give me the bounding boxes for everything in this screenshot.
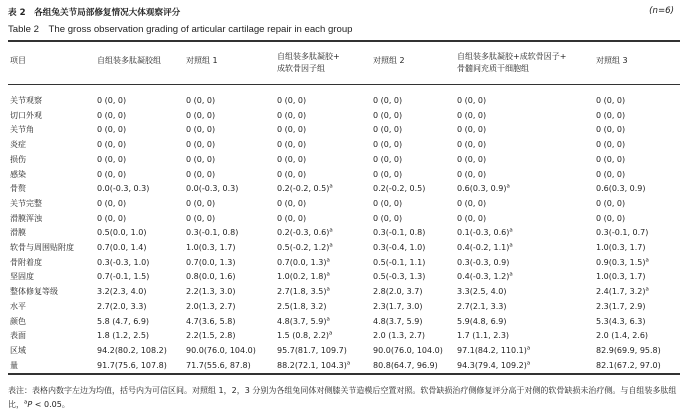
- table-cell: [97, 344, 167, 357]
- cell-value: 0 (0, 0): [97, 96, 127, 105]
- column-header: [277, 51, 340, 75]
- table-cell: [277, 285, 330, 298]
- cell-value: 0 (0, 0): [186, 140, 216, 150]
- table-cell: [457, 123, 486, 136]
- row-label: 滑膜: [10, 228, 26, 238]
- cell-value: 0 (0, 0): [457, 154, 487, 164]
- cell-value: 0.2(-0.2, 0.5): [277, 184, 330, 194]
- table-cell: [97, 138, 126, 151]
- cell-value: 0.5(-0.1, 1.1): [373, 257, 426, 267]
- cell-value: 5.9(4.8, 6.9): [457, 316, 507, 326]
- cell-value: 4.7(3.6, 5.8): [186, 316, 236, 326]
- table-cell: [97, 94, 126, 107]
- table-cell: [457, 197, 486, 210]
- table-footnote: [8, 384, 680, 412]
- cell-value: 2.3(1.7, 2.9): [596, 301, 646, 311]
- table-cell: [596, 344, 661, 357]
- table-cell: [596, 270, 646, 283]
- cell-value: 95.7(81.7, 109.7): [277, 345, 347, 355]
- significance-marker: a: [509, 271, 513, 278]
- table-cell: [186, 226, 238, 239]
- cell-value: 0.5(-0.3, 1.3): [373, 272, 426, 282]
- table-cell: [277, 256, 330, 269]
- sample-size-label: (n=6): [649, 6, 674, 16]
- table-cell: [277, 94, 306, 107]
- cell-value: 0 (0, 0): [186, 198, 216, 208]
- cell-value: 2.7(2.1, 3.3): [457, 301, 507, 311]
- table-cell: [596, 329, 648, 342]
- cell-value: 0.3(-0.4, 1.0): [373, 243, 426, 252]
- significance-marker: a: [645, 286, 649, 293]
- table-cell: [373, 329, 425, 342]
- significance-marker: a: [346, 359, 351, 366]
- row-label: 表面: [10, 331, 26, 341]
- row-label: 软骨与周围贴附度: [10, 243, 74, 252]
- cell-value: 0 (0, 0): [97, 140, 127, 150]
- column-header: [596, 55, 628, 67]
- cell-value: 1.0(0.3, 1.7): [596, 272, 646, 282]
- cell-value: 1.5 (0.8, 2.2): [277, 331, 330, 341]
- cell-value: 1.0(0.3, 1.7): [596, 243, 646, 252]
- column-header-line: 对照组 2: [373, 56, 405, 65]
- table-cell: [186, 344, 256, 357]
- cell-value: 1.0(0.2, 1.8): [277, 272, 327, 282]
- cell-value: 94.2(80.2, 108.2): [97, 345, 167, 355]
- table-cell: [186, 270, 236, 283]
- table-cell: [596, 168, 625, 181]
- table-cell: [277, 226, 333, 239]
- cell-value: 5.3(4.3, 6.3): [596, 316, 646, 326]
- table-cell: [277, 197, 306, 210]
- table-cell: [97, 285, 147, 298]
- cell-value: 2.7(1.8, 3.5): [277, 287, 327, 297]
- row-label: 颜色: [10, 316, 26, 326]
- significance-marker: a: [326, 286, 330, 293]
- cell-value: 0 (0, 0): [97, 154, 127, 164]
- significance-marker: a: [326, 315, 330, 322]
- cell-value: 0.6(0.3, 0.9): [457, 184, 507, 194]
- table-cell: [373, 285, 423, 298]
- cell-value: 2.0 (1.4, 2.6): [596, 331, 649, 341]
- row-label: 水平: [10, 301, 26, 311]
- table-cell: [373, 359, 438, 372]
- table-cell: [457, 256, 509, 269]
- cell-value: 0 (0, 0): [277, 213, 307, 223]
- table-cell: [373, 241, 425, 254]
- cell-value: 0 (0, 0): [277, 125, 307, 135]
- table-cell: [97, 256, 149, 269]
- row-label: 关节观察: [10, 96, 42, 105]
- cell-value: 0.8(0.0, 1.6): [186, 272, 236, 282]
- column-header-line: 骨髓间充质干细胞组: [457, 64, 529, 73]
- table-cell: [277, 300, 327, 313]
- significance-marker: a: [329, 227, 333, 234]
- column-header-line: 项目: [10, 56, 26, 65]
- table-cell: [277, 359, 350, 372]
- table-cell: [373, 168, 402, 181]
- table-cell: [457, 359, 530, 372]
- table-cell: [186, 168, 215, 181]
- table-cell: [277, 109, 306, 122]
- table-cell: [457, 241, 513, 254]
- cell-value: 0.0(-0.3, 0.3): [97, 184, 150, 194]
- cell-value: 0.2(-0.2, 0.5): [373, 184, 426, 194]
- table-cell: [373, 182, 425, 195]
- table-cell: [97, 212, 126, 225]
- table-cell: [457, 168, 486, 181]
- table-cell: [186, 182, 238, 195]
- cell-value: 97.1(84.2, 110.1): [457, 345, 527, 355]
- cell-value: 0 (0, 0): [596, 154, 626, 164]
- table-cell: [596, 212, 625, 225]
- table-cell: [373, 109, 402, 122]
- table-cell: [457, 344, 530, 357]
- table-cell: [186, 94, 215, 107]
- table-cell: [97, 315, 149, 328]
- cell-value: 3.2(2.3, 4.0): [97, 287, 147, 297]
- table-cell: [373, 270, 425, 283]
- table-cell: [277, 241, 333, 254]
- cell-value: 0.3(-0.3, 1.0): [97, 257, 150, 267]
- cell-value: 0 (0, 0): [373, 96, 403, 105]
- cell-value: 4.8(3.7, 5.9): [373, 316, 423, 326]
- cell-value: 0.4(-0.3, 1.2): [457, 272, 510, 282]
- cell-value: 0.5(-0.2, 1.2): [277, 243, 330, 252]
- table-cell: [186, 109, 215, 122]
- cell-value: 0.2(-0.3, 0.6): [277, 228, 330, 238]
- row-label: 骨附着度: [10, 257, 42, 267]
- column-header: [373, 55, 405, 67]
- table-cell: [596, 109, 625, 122]
- column-header-line: 自组装多肽凝胶+: [277, 52, 340, 61]
- table-cell: [97, 109, 126, 122]
- table-caption-zh: 表 2 各组兔关节局部修复情况大体观察评分: [8, 8, 181, 18]
- cell-value: 5.8 (4.7, 6.9): [97, 316, 150, 326]
- table-cell: [373, 226, 425, 239]
- column-header-line: 自组装多肽凝胶+成软骨因子+: [457, 52, 567, 61]
- cell-value: 2.2(1.3, 3.0): [186, 287, 236, 297]
- cell-value: 2.8(2.0, 3.7): [373, 287, 423, 297]
- cell-value: 0 (0, 0): [277, 169, 307, 179]
- cell-value: 0 (0, 0): [457, 110, 487, 120]
- table-cell: [596, 300, 646, 313]
- table-cell: [457, 212, 486, 225]
- cell-value: 0.3(-0.3, 0.9): [457, 257, 510, 267]
- table-cell: [457, 329, 509, 342]
- table-cell: [186, 241, 236, 254]
- table-cell: [97, 270, 149, 283]
- table-top-rule: [8, 40, 680, 42]
- cell-value: 80.8(64.7, 96.9): [373, 360, 438, 370]
- cell-value: 2.4(1.7, 3.2): [596, 287, 646, 297]
- cell-value: 0 (0, 0): [186, 169, 216, 179]
- table-cell: [373, 315, 423, 328]
- row-label: 滑膜浑浊: [10, 213, 42, 223]
- table-cell: [596, 315, 646, 328]
- cell-value: 94.3(79.4, 109.2): [457, 360, 527, 370]
- row-label: 损伤: [10, 154, 26, 164]
- table-cell: [596, 285, 649, 298]
- cell-value: 1.8 (1.2, 2.5): [97, 331, 150, 341]
- significance-marker: a: [329, 242, 333, 249]
- row-label: 量: [10, 360, 18, 370]
- cell-value: 0 (0, 0): [277, 96, 307, 105]
- cell-value: 1.7 (1.1, 2.3): [457, 331, 510, 341]
- cell-value: 0 (0, 0): [596, 140, 626, 150]
- table-cell: [373, 344, 443, 357]
- cell-value: 0 (0, 0): [97, 198, 127, 208]
- table-caption-en: Table 2 The gross observation grading of articular cartilage repair in each group: [8, 24, 353, 35]
- cell-value: 0.6(0.3, 0.9): [596, 184, 646, 194]
- cell-value: 0.0(-0.3, 0.3): [186, 184, 239, 194]
- cell-value: 0.7(-0.1, 1.5): [97, 272, 150, 282]
- cell-value: 2.3(1.7, 3.0): [373, 301, 423, 311]
- table-cell: [457, 109, 486, 122]
- table-cell: [186, 123, 215, 136]
- column-header-line: 对照组 1: [186, 56, 218, 65]
- row-label: 关节角: [10, 125, 34, 135]
- cell-value: 0.3(-0.1, 0.7): [596, 228, 649, 238]
- column-header-line: 对照组 3: [596, 56, 628, 65]
- cell-value: 1.0(0.3, 1.7): [186, 243, 236, 252]
- table-cell: [373, 197, 402, 210]
- cell-value: 2.0(1.3, 2.7): [186, 301, 236, 311]
- table-cell: [596, 226, 648, 239]
- row-label: 骨赘: [10, 184, 26, 194]
- table-cell: [457, 182, 510, 195]
- table-cell: [97, 153, 126, 166]
- cell-value: 0.3(-0.1, 0.8): [186, 228, 239, 238]
- cell-value: 90.0(76.0, 104.0): [186, 345, 256, 355]
- cell-value: 0.7(0.0, 1.4): [97, 243, 147, 252]
- cell-value: 2.7(2.0, 3.3): [97, 301, 147, 311]
- table-cell: [186, 300, 236, 313]
- column-header: [97, 55, 161, 67]
- column-header-line: 自组装多肽凝胶组: [97, 56, 161, 65]
- table-cell: [596, 138, 625, 151]
- cell-value: 0 (0, 0): [97, 110, 127, 120]
- significance-marker: a: [526, 345, 531, 352]
- cell-value: 0.1(-0.3, 0.6): [457, 228, 510, 238]
- cell-value: 2.0 (1.3, 2.7): [373, 331, 426, 341]
- row-label: 整体修复等级: [10, 287, 58, 297]
- row-label: 区域: [10, 345, 26, 355]
- cell-value: 0 (0, 0): [457, 140, 487, 150]
- cell-value: 0 (0, 0): [596, 110, 626, 120]
- cell-value: 0 (0, 0): [373, 140, 403, 150]
- table-cell: [97, 226, 147, 239]
- cell-value: 3.3(2.5, 4.0): [457, 287, 507, 297]
- column-header: [186, 55, 218, 67]
- significance-marker: a: [329, 330, 333, 337]
- cell-value: 0.7(0.0, 1.3): [186, 257, 236, 267]
- cell-value: 0 (0, 0): [97, 169, 127, 179]
- cell-value: 0 (0, 0): [457, 96, 487, 105]
- table-cell: [373, 153, 402, 166]
- table-cell: [97, 300, 147, 313]
- table-cell: [457, 153, 486, 166]
- table-cell: [457, 226, 513, 239]
- cell-value: 0 (0, 0): [277, 110, 307, 120]
- cell-value: 0 (0, 0): [373, 213, 403, 223]
- table-cell: [186, 285, 236, 298]
- row-label: 感染: [10, 169, 26, 179]
- cell-value: 82.1(67.2, 97.0): [596, 360, 661, 370]
- table-cell: [373, 138, 402, 151]
- table-cell: [373, 123, 402, 136]
- table-cell: [457, 270, 513, 283]
- cell-value: 0 (0, 0): [373, 154, 403, 164]
- table-cell: [97, 182, 149, 195]
- cell-value: 82.9(69.9, 95.8): [596, 345, 661, 355]
- table-bottom-rule: [8, 373, 680, 375]
- cell-value: 0 (0, 0): [596, 198, 626, 208]
- cell-value: 0 (0, 0): [277, 140, 307, 150]
- table-cell: [596, 241, 646, 254]
- cell-value: 4.8(3.7, 5.9): [277, 316, 327, 326]
- table-cell: [277, 138, 306, 151]
- table-cell: [277, 153, 306, 166]
- cell-value: 2.5(1.8, 3.2): [277, 301, 327, 311]
- significance-marker: a: [506, 183, 510, 190]
- table-cell: [186, 197, 215, 210]
- cell-value: 0 (0, 0): [457, 213, 487, 223]
- row-label: 炎症: [10, 140, 26, 150]
- cell-value: 0 (0, 0): [457, 169, 487, 179]
- significance-marker: a: [526, 359, 531, 366]
- table-cell: [596, 153, 625, 166]
- row-label: 坚固度: [10, 272, 34, 282]
- table-cell: [97, 197, 126, 210]
- significance-marker: a: [509, 242, 513, 249]
- cell-value: 0.5(0.0, 1.0): [97, 228, 147, 238]
- table-cell: [277, 344, 347, 357]
- table-cell: [277, 182, 333, 195]
- table-cell: [277, 315, 330, 328]
- cell-value: 0 (0, 0): [186, 110, 216, 120]
- table-cell: [97, 123, 126, 136]
- cell-value: 0 (0, 0): [277, 198, 307, 208]
- cell-value: 0 (0, 0): [457, 125, 487, 135]
- table-cell: [97, 241, 147, 254]
- cell-value: 0 (0, 0): [457, 198, 487, 208]
- table-cell: [596, 182, 646, 195]
- table-cell: [277, 329, 332, 342]
- table-cell: [186, 153, 215, 166]
- table-cell: [457, 285, 507, 298]
- cell-value: 0 (0, 0): [186, 125, 216, 135]
- table-cell: [457, 94, 486, 107]
- column-header: [10, 55, 26, 67]
- table-cell: [373, 300, 423, 313]
- cell-value: 91.7(75.6, 107.8): [97, 360, 167, 370]
- column-header: [457, 51, 566, 75]
- table-header-rule: [8, 84, 680, 85]
- table-cell: [97, 329, 149, 342]
- cell-value: 0.9(0.3, 1.5): [596, 257, 646, 267]
- cell-value: 71.7(55.6, 87.8): [186, 360, 251, 370]
- table-cell: [596, 256, 649, 269]
- significance-marker: a: [326, 257, 330, 264]
- table-cell: [373, 94, 402, 107]
- cell-value: 0 (0, 0): [186, 154, 216, 164]
- table-cell: [97, 359, 167, 372]
- table-cell: [186, 315, 236, 328]
- cell-value: 0 (0, 0): [373, 110, 403, 120]
- cell-value: 0 (0, 0): [373, 169, 403, 179]
- table-cell: [186, 212, 215, 225]
- table-cell: [277, 123, 306, 136]
- table-cell: [186, 138, 215, 151]
- table-cell: [277, 212, 306, 225]
- cell-value: 0 (0, 0): [277, 154, 307, 164]
- table-cell: [277, 168, 306, 181]
- table-cell: [186, 329, 236, 342]
- table-cell: [596, 123, 625, 136]
- table-cell: [186, 256, 236, 269]
- cell-value: 0.4(-0.2, 1.1): [457, 243, 510, 252]
- cell-value: 88.2(72.1, 104.3): [277, 360, 347, 370]
- table-cell: [596, 94, 625, 107]
- table-cell: [373, 256, 425, 269]
- cell-value: 0 (0, 0): [596, 213, 626, 223]
- cell-value: 0 (0, 0): [97, 125, 127, 135]
- table-cell: [457, 138, 486, 151]
- cell-value: 0 (0, 0): [97, 213, 127, 223]
- cell-value: 0 (0, 0): [596, 125, 626, 135]
- significance-marker: a: [329, 183, 333, 190]
- cell-value: 2.2(1.5, 2.8): [186, 331, 236, 341]
- cell-value: 0 (0, 0): [373, 125, 403, 135]
- table-cell: [277, 270, 330, 283]
- footnote-text: 表注：表格内数字左边为均值，括号内为可信区间。对照组 1，2，3 分别为各组兔同体对侧膝关节造模后空置对照。软骨缺损治疗侧修复评分高于对侧的软骨缺损未治疗侧。与自组装多肽组比，$^a$P < 0.05。: [8, 386, 677, 409]
- column-header-line: 成软骨因子组: [277, 64, 325, 73]
- significance-marker: a: [509, 227, 513, 234]
- cell-value: 0.7(0.0, 1.3): [277, 257, 327, 267]
- table-cell: [373, 212, 402, 225]
- cell-value: 0.3(-0.1, 0.8): [373, 228, 426, 238]
- cell-value: 0 (0, 0): [596, 96, 626, 105]
- cell-value: 0 (0, 0): [186, 96, 216, 105]
- cell-value: 0 (0, 0): [373, 198, 403, 208]
- table-cell: [596, 197, 625, 210]
- cell-value: 0 (0, 0): [596, 169, 626, 179]
- table-cell: [457, 315, 507, 328]
- row-label: 关节完整: [10, 198, 42, 208]
- significance-marker: a: [326, 271, 330, 278]
- significance-marker: a: [645, 257, 649, 264]
- table-cell: [186, 359, 251, 372]
- cell-value: 90.0(76.0, 104.0): [373, 345, 443, 355]
- table-cell: [97, 168, 126, 181]
- table-cell: [596, 359, 661, 372]
- cell-value: 0 (0, 0): [186, 213, 216, 223]
- table-cell: [457, 300, 507, 313]
- row-label: 切口外观: [10, 110, 42, 120]
